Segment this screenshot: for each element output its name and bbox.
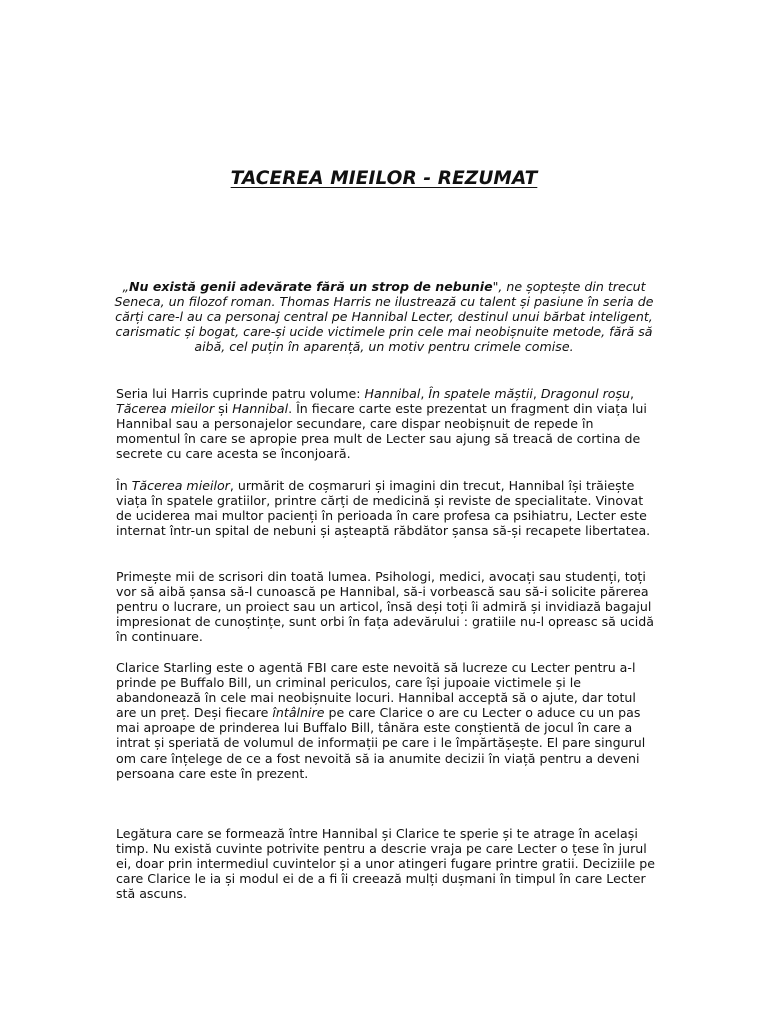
- quote-rest: ", ne șoptește din trecut Seneca, un filozof roman. Thomas Harris ne ilustrează cu talent și pasiune în seria de cărți care-l au ca personaj central pe Hannibal Lecter, destinul unui bărbat inteligent, carismatic și bogat, care-și ucide victimele prin cele mai neobișnuite metode, fără să aibă, cel puțin în aparență, un motiv pentru crimele comise.: [114, 279, 654, 355]
- text: și: [214, 401, 233, 417]
- text: Seria lui Harris cuprinde patru volume:: [116, 386, 365, 401]
- text: ,: [420, 386, 429, 401]
- book-title: Hannibal: [364, 386, 421, 401]
- opening-quote: [110, 279, 658, 354]
- text: . În fiecare carte este prezentat un fragment din viața lui Hannibal sau a personajelor secundare, care dispar neobișnuit de repede în momentul în care se apropie prea mult de Lecter sau ajung să treacă de cortina de secrete cu care acesta se înconjoară.: [116, 401, 647, 462]
- text: ,: [630, 386, 635, 401]
- paragraph-volumes: [116, 386, 658, 461]
- text: pe care Clarice o are cu Lecter o aduce cu un pas mai aproape de prinderea lui Buffalo Bill, tânăra este conștientă de jocul în care a intrat și speriată de volumul de informații pe care i le împărtășește. El pare singurul om care înțelege de ce a fost nevoită să ia anumite decizii în viață pentru a deveni persoana care este în prezent.: [116, 705, 646, 781]
- paragraph-letters: Primește mii de scrisori din toată lumea. Psihologi, medici, avocați sau studenți, toți vor să aibă șansa să-l cunoască pe Hannibal, să-i vorbească sau să-i solicite părerea pentru o lucrare, un proiect sau un articol, însă deși toți îi admiră și invidiază bagajul impresionat de cunoștințe, sunt orbi în fața adevărului : gratiile nu-l opreasc să ucidă în continuare.: [116, 569, 655, 645]
- paragraph-bond: Legătura care se formează între Hannibal și Clarice te sperie și te atrage în același timp. Nu există cuvinte potrivite pentru a descrie vraja pe care Lecter o țese în jurul ei, doar prin intermediul cuvintelor și a unor atingeri fugare printre gratii. Deciziile pe care Clarice le ia și modul ei de a fi îi creează mulți dușmani în timpul în care Lecter stă ascuns.: [116, 826, 656, 902]
- text: ,: [532, 386, 541, 401]
- book-title: Hannibal: [232, 401, 289, 417]
- text: , urmărit de coșmaruri și imagini din trecut, Hannibal își trăiește viața în spatele gratiilor, printre cărți de medicină și reviste de specialitate. Vinovat de uciderea mai multor pacienți în perioada în care profesa ca psihiatru, Lecter este internat într-un spital de nebuni și așteaptă răbdător șansa să-și recapete libertatea.: [116, 478, 651, 539]
- book-title: Dragonul roșu: [540, 386, 631, 401]
- book-title: Tăcerea mieilor: [116, 401, 215, 417]
- quote-open-mark: „: [122, 279, 129, 294]
- book-title: În spatele măștii: [428, 386, 533, 401]
- emphasis: întâlnire: [272, 705, 325, 721]
- document-title: TACEREA MIEILOR - REZUMAT: [230, 168, 538, 189]
- paragraph-clarice: [116, 660, 658, 781]
- text: În: [116, 478, 132, 493]
- text: Clarice Starling este o agentă FBI care este nevoită să lucreze cu Lecter pentru a-l prinde pe Buffalo Bill, un criminal periculos, care își jupoaie victimele și le abandonează în cele mai neobișnuite locuri. Hannibal acceptă să o ajute, dar totul are un preț. Deși fiecare: [116, 660, 636, 721]
- book-title: Tăcerea mieilor: [131, 478, 230, 493]
- quote-bold-phrase: Nu există genii adevărate fără un strop de nebunie: [128, 279, 493, 294]
- paragraph-lecter-prison: [116, 478, 658, 538]
